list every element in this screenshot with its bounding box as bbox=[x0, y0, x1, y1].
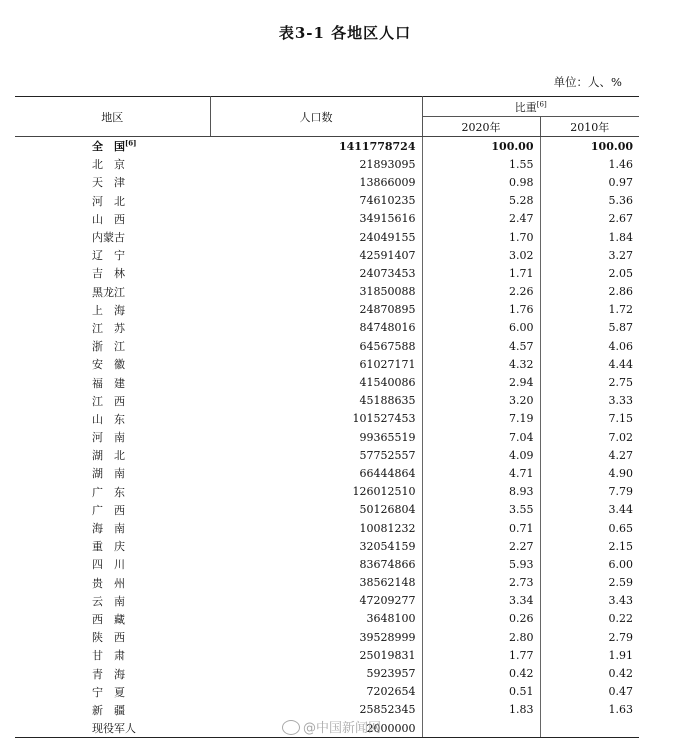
cell-population: 42591407 bbox=[210, 246, 422, 264]
cell-share-2010: 4.44 bbox=[608, 357, 634, 371]
watermark bbox=[282, 717, 381, 736]
cell-share-2020: 2.27 bbox=[422, 537, 540, 555]
table-row bbox=[15, 446, 639, 464]
cell-population: 74610235 bbox=[210, 192, 422, 210]
cell-population: 83674866 bbox=[210, 555, 422, 573]
cell-share-2010: 3.44 bbox=[608, 503, 634, 517]
cell-region: 山 东 bbox=[92, 412, 125, 426]
cell-population: 84748016 bbox=[210, 319, 422, 337]
cell-share-2020: 2.47 bbox=[422, 210, 540, 228]
cell-region: 宁 夏 bbox=[92, 685, 125, 699]
cell-share-2010: 0.42 bbox=[608, 667, 634, 681]
cell-share-2010: 2.67 bbox=[608, 212, 634, 226]
cell-region: 湖 南 bbox=[92, 467, 125, 481]
page-title: 表3-1 各地区人口 bbox=[278, 24, 412, 42]
cell-share-2020: 0.42 bbox=[422, 664, 540, 682]
cell-share-2020: 3.34 bbox=[422, 592, 540, 610]
cell-region: 陕 西 bbox=[92, 631, 125, 645]
cell-region: 广 东 bbox=[92, 485, 125, 499]
cell-region: 安 徽 bbox=[92, 358, 125, 372]
cell-region: 浙 江 bbox=[92, 340, 125, 354]
table-row bbox=[15, 555, 639, 573]
cell-share-2010: 0.22 bbox=[608, 612, 634, 626]
cell-region: 贵 州 bbox=[92, 576, 125, 590]
cell-population: 41540086 bbox=[210, 373, 422, 391]
table-row bbox=[15, 683, 639, 701]
cell-population: 13866009 bbox=[210, 173, 422, 191]
cell-population: 32054159 bbox=[210, 537, 422, 555]
cell-population: 101527453 bbox=[210, 410, 422, 428]
cell-region: 西 藏 bbox=[92, 612, 125, 626]
header-2010: 2010年 bbox=[540, 117, 639, 137]
cell-share-2010: 1.84 bbox=[608, 230, 634, 244]
table-row bbox=[15, 337, 639, 355]
cell-share-2010: 4.90 bbox=[608, 466, 634, 480]
header-share-label: 比重 bbox=[514, 100, 537, 114]
total-note: [6] bbox=[125, 138, 137, 148]
cell-region: 重 庆 bbox=[92, 540, 125, 554]
cell-share-2010: 1.46 bbox=[608, 157, 634, 171]
table-row bbox=[15, 628, 639, 646]
cell-region: 青 海 bbox=[92, 667, 125, 681]
cell-region: 云 南 bbox=[92, 594, 125, 608]
cell-region: 湖 北 bbox=[92, 449, 125, 463]
table-row bbox=[15, 228, 639, 246]
cell-share-2020: 2.94 bbox=[422, 373, 540, 391]
cell-region: 河 南 bbox=[92, 431, 125, 445]
cell-population: 34915616 bbox=[210, 210, 422, 228]
table-row bbox=[15, 210, 639, 228]
cell-share-2020: 4.57 bbox=[422, 337, 540, 355]
cell-region: 天 津 bbox=[92, 176, 125, 190]
cell-share-2010: 1.91 bbox=[608, 648, 634, 662]
cell-share-2020: 4.32 bbox=[422, 355, 540, 373]
cell-share-2020: 2.26 bbox=[422, 283, 540, 301]
cell-share-2020: 8.93 bbox=[422, 483, 540, 501]
cell-region: 河 北 bbox=[92, 194, 125, 208]
cell-population: 99365519 bbox=[210, 428, 422, 446]
cell-population: 5923957 bbox=[210, 664, 422, 682]
table-row bbox=[15, 173, 639, 191]
cell-region: 四 川 bbox=[92, 558, 125, 572]
cell-share-2020: 5.93 bbox=[422, 555, 540, 573]
cell-share-2020: 2.73 bbox=[422, 574, 540, 592]
cell-population: 24049155 bbox=[210, 228, 422, 246]
cell-share-2010: 2.15 bbox=[608, 539, 634, 553]
cell-share-2010: 5.87 bbox=[608, 321, 634, 335]
cell-share-2020: 3.20 bbox=[422, 392, 540, 410]
cell-population: 24870895 bbox=[210, 301, 422, 319]
table-row bbox=[15, 501, 639, 519]
cell-population: 24073453 bbox=[210, 264, 422, 282]
table-row bbox=[15, 264, 639, 282]
cell-share-2020: 1.55 bbox=[422, 155, 540, 173]
table-row-total bbox=[15, 137, 639, 156]
cell-population: 21893095 bbox=[210, 155, 422, 173]
watermark-text: @中国新闻网 bbox=[303, 721, 382, 736]
table-row bbox=[15, 246, 639, 264]
cell-share-2020: 1.70 bbox=[422, 228, 540, 246]
table-row bbox=[15, 483, 639, 501]
table-row bbox=[15, 464, 639, 482]
cell-share-2020: 7.19 bbox=[422, 410, 540, 428]
cell-share-2020: 5.28 bbox=[422, 192, 540, 210]
cell-share-2010: 0.65 bbox=[608, 521, 634, 535]
cell-population: 38562148 bbox=[210, 574, 422, 592]
header-2020: 2020年 bbox=[422, 117, 540, 137]
cell-share-2010: 5.36 bbox=[608, 194, 634, 208]
cell-population: 3648100 bbox=[210, 610, 422, 628]
cell-share-2020: 0.71 bbox=[422, 519, 540, 537]
cell-population: 47209277 bbox=[210, 592, 422, 610]
cell-region: 辽 宁 bbox=[92, 249, 125, 263]
cell-share-2020: 4.09 bbox=[422, 446, 540, 464]
cell-share-2020: 4.71 bbox=[422, 464, 540, 482]
cell-population: 2000000 bbox=[210, 719, 422, 738]
table-row bbox=[15, 355, 639, 373]
cell-share-2010: 3.43 bbox=[608, 594, 634, 608]
table-row bbox=[15, 301, 639, 319]
cell-share-2010: 4.27 bbox=[608, 448, 634, 462]
weibo-icon bbox=[282, 720, 300, 735]
cell-region: 吉 林 bbox=[92, 267, 125, 281]
table-body bbox=[15, 137, 639, 738]
cell-population: 31850088 bbox=[210, 283, 422, 301]
table-row bbox=[15, 192, 639, 210]
cell-share-2010: 100.00 bbox=[590, 139, 634, 153]
cell-share-2010: 0.97 bbox=[608, 175, 634, 189]
cell-region: 广 西 bbox=[92, 503, 125, 517]
cell-share-2010: 2.59 bbox=[608, 576, 634, 590]
cell-share-2020: 100.00 bbox=[422, 137, 540, 156]
header-region: 地区 bbox=[15, 97, 210, 137]
cell-region bbox=[15, 137, 210, 156]
cell-share-2010: 2.86 bbox=[608, 285, 634, 299]
cell-share-2020: 0.51 bbox=[422, 683, 540, 701]
cell-share-2010: 3.33 bbox=[608, 394, 634, 408]
cell-region: 江 苏 bbox=[92, 321, 125, 335]
cell-region: 上 海 bbox=[92, 303, 125, 317]
cell-share-2020: 6.00 bbox=[422, 319, 540, 337]
table-row bbox=[15, 428, 639, 446]
cell-population: 45188635 bbox=[210, 392, 422, 410]
cell-population: 25852345 bbox=[210, 701, 422, 719]
cell-population: 1411778724 bbox=[210, 137, 422, 156]
table-row bbox=[15, 410, 639, 428]
cell-share-2010: 7.79 bbox=[608, 485, 634, 499]
cell-population: 57752557 bbox=[210, 446, 422, 464]
cell-share-2010: 6.00 bbox=[608, 557, 634, 571]
cell-share-2020: 1.77 bbox=[422, 646, 540, 664]
table-row bbox=[15, 574, 639, 592]
cell-region: 现役军人 bbox=[15, 719, 210, 738]
cell-share-2020 bbox=[422, 719, 540, 738]
cell-population: 50126804 bbox=[210, 501, 422, 519]
cell-region: 山 西 bbox=[92, 212, 125, 226]
cell-share-2010: 4.06 bbox=[608, 339, 634, 353]
table-row bbox=[15, 592, 639, 610]
table-row bbox=[15, 664, 639, 682]
cell-share-2020: 1.76 bbox=[422, 301, 540, 319]
cell-region: 北 京 bbox=[92, 158, 125, 172]
table-row bbox=[15, 283, 639, 301]
table-row bbox=[15, 519, 639, 537]
cell-share-2020: 2.80 bbox=[422, 628, 540, 646]
cell-population: 126012510 bbox=[210, 483, 422, 501]
cell-share-2020: 0.98 bbox=[422, 173, 540, 191]
cell-share-2010: 1.63 bbox=[608, 703, 634, 717]
cell-population: 7202654 bbox=[210, 683, 422, 701]
table-row bbox=[15, 373, 639, 391]
cell-population: 64567588 bbox=[210, 337, 422, 355]
cell-share-2020: 0.26 bbox=[422, 610, 540, 628]
population-table bbox=[15, 96, 639, 738]
cell-population: 10081232 bbox=[210, 519, 422, 537]
cell-population: 66444864 bbox=[210, 464, 422, 482]
cell-region: 新 疆 bbox=[92, 703, 125, 717]
cell-region: 海 南 bbox=[92, 522, 125, 536]
cell-region: 内蒙古 bbox=[92, 231, 125, 245]
cell-share-2010: 0.47 bbox=[608, 685, 634, 699]
table-row bbox=[15, 319, 639, 337]
cell-region: 黑龙江 bbox=[92, 285, 125, 299]
table-row bbox=[15, 646, 639, 664]
header-share-note: [6] bbox=[536, 99, 547, 108]
header-population: 人口数 bbox=[210, 97, 422, 137]
header-share bbox=[422, 97, 639, 117]
cell-population: 39528999 bbox=[210, 628, 422, 646]
cell-share-2010: 7.02 bbox=[608, 430, 634, 444]
cell-share-2020: 7.04 bbox=[422, 428, 540, 446]
cell-share-2010: 2.05 bbox=[608, 266, 634, 280]
cell-share-2010: 1.72 bbox=[608, 303, 634, 317]
cell-share-2020: 1.83 bbox=[422, 701, 540, 719]
cell-share-2010 bbox=[540, 719, 639, 738]
cell-population: 61027171 bbox=[210, 355, 422, 373]
cell-region: 江 西 bbox=[92, 394, 125, 408]
total-region-label: 全 国 bbox=[92, 140, 125, 154]
table-row bbox=[15, 537, 639, 555]
table-row bbox=[15, 392, 639, 410]
cell-share-2010: 2.75 bbox=[608, 376, 634, 390]
cell-share-2020: 3.02 bbox=[422, 246, 540, 264]
cell-share-2020: 1.71 bbox=[422, 264, 540, 282]
cell-region: 福 建 bbox=[92, 376, 125, 390]
cell-share-2010: 7.15 bbox=[608, 412, 634, 426]
unit-label: 单位：人、% bbox=[553, 75, 622, 89]
cell-share-2010: 2.79 bbox=[608, 630, 634, 644]
table-row bbox=[15, 610, 639, 628]
cell-share-2020: 3.55 bbox=[422, 501, 540, 519]
cell-population: 25019831 bbox=[210, 646, 422, 664]
table-row bbox=[15, 155, 639, 173]
cell-region: 甘 肃 bbox=[92, 649, 125, 663]
cell-share-2010: 3.27 bbox=[608, 248, 634, 262]
